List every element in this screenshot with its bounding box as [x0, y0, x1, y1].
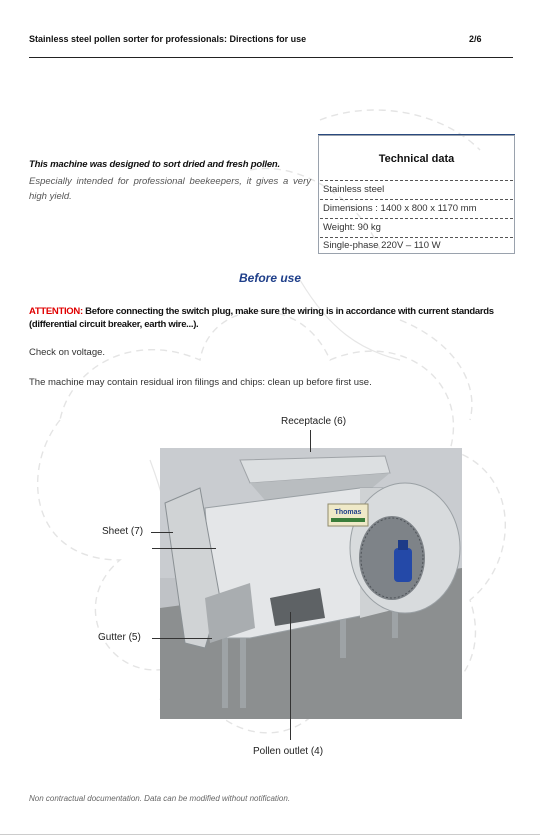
- leader-line: [151, 532, 173, 533]
- tech-row-weight: Weight: 90 kg: [323, 222, 381, 233]
- tech-row-power: Single-phase 220V – 110 W: [323, 240, 441, 251]
- intro-text: Especially intended for professional beekeepers, it gives a very high yield.: [29, 176, 311, 202]
- attention-text: Before connecting the switch plug, make sure the wiring is in accordance with current standards (differential circuit breaker, earth wire...).: [29, 306, 494, 330]
- leader-line: [152, 638, 212, 639]
- label-pollen-outlet: Pollen outlet (4): [253, 746, 324, 757]
- leader-line: [310, 430, 311, 452]
- before-use-heading: Before use: [238, 271, 302, 285]
- page-bottom-edge: [0, 834, 540, 835]
- tech-row-material: Stainless steel: [323, 184, 385, 195]
- check-voltage-text: Check on voltage.: [29, 347, 106, 358]
- tech-divider: [320, 199, 513, 200]
- header-divider: [29, 57, 513, 58]
- leader-line: [152, 548, 216, 549]
- footer-note: Non contractual documentation. Data can be modified without notification.: [29, 794, 291, 803]
- attention-label: ATTENTION:: [29, 306, 83, 317]
- residual-text: The machine may contain residual iron filings and chips: clean up before first use.: [29, 377, 372, 388]
- attention-notice: [29, 305, 513, 331]
- page-number: 2/6: [469, 34, 482, 44]
- machine-photo: [160, 448, 462, 719]
- brand-logo: Thomas: [334, 509, 362, 516]
- technical-data-title: Technical data: [378, 153, 455, 165]
- header-title: Stainless steel pollen sorter for professionals: Directions for use: [29, 34, 307, 44]
- tech-row-dimensions: Dimensions : 1400 x 800 x 1170 mm: [323, 203, 477, 214]
- tech-divider: [320, 218, 513, 219]
- label-receptacle: Receptacle (6): [281, 416, 347, 427]
- label-gutter: Gutter (5): [98, 632, 141, 643]
- tech-divider: [320, 237, 513, 238]
- label-sheet: Sheet (7): [102, 526, 144, 537]
- tech-divider: [320, 180, 513, 181]
- intro-heading: This machine was designed to sort dried and fresh pollen.: [29, 159, 280, 170]
- leader-line: [290, 612, 291, 740]
